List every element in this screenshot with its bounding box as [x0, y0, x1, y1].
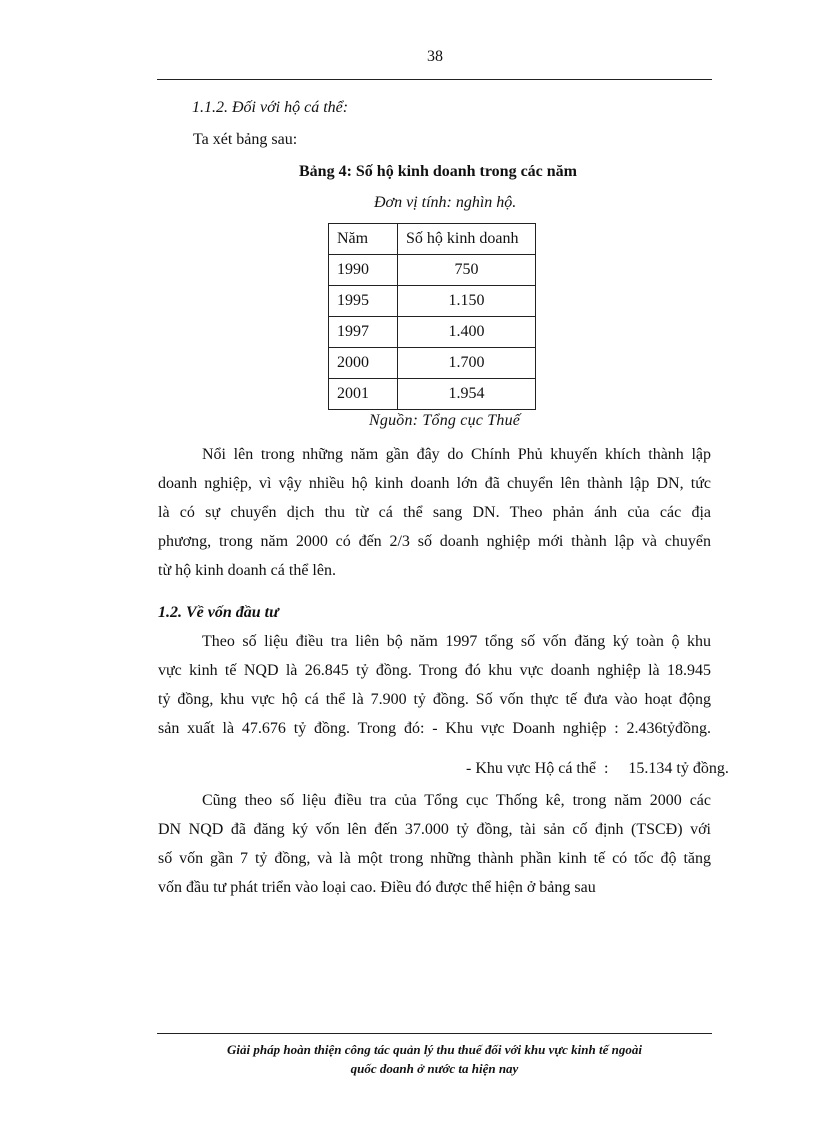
table-cell-year: 2000: [329, 348, 398, 379]
paragraph-3: [158, 786, 711, 902]
table-title: Bảng 4: Số hộ kinh doanh trong các năm: [299, 163, 577, 180]
table-row: [329, 317, 536, 348]
header-divider: [157, 79, 712, 80]
paragraph-line: Theo số liệu điều tra liên bộ năm 1997 tổng số vốn đăng ký toàn ộ khu: [202, 633, 711, 650]
table-cell-value: 1.150: [398, 286, 536, 317]
page-number: 38: [427, 48, 443, 65]
table-source: Nguồn: Tổng cục Thuế: [369, 412, 521, 429]
paragraph-line: DN NQD đã đăng ký vốn lên đến 37.000 tỷ đồng, tài sản cố định (TSCĐ) với: [158, 821, 711, 838]
table-cell-year: 1990: [329, 255, 398, 286]
paragraph-line: - Khu vực Hộ cá thể : 15.134 tỷ đồng.: [466, 760, 729, 777]
table-cell-value: 1.400: [398, 317, 536, 348]
table-header-row: [329, 224, 536, 255]
footer-line: Giải pháp hoàn thiện công tác quản lý thu thuế đối với khu vực kinh tế ngoài: [227, 1042, 642, 1057]
table-cell-value: 750: [398, 255, 536, 286]
table-header-cell: Năm: [329, 224, 398, 255]
table-cell-year: 2001: [329, 379, 398, 410]
footer-line: quốc doanh ở nước ta hiện nay: [350, 1061, 519, 1076]
table-cell-year: 1997: [329, 317, 398, 348]
table-header-cell: Số hộ kinh doanh: [398, 224, 536, 255]
paragraph-line: Nổi lên trong những năm gần đây do Chính Phủ khuyến khích thành lập: [202, 446, 711, 463]
paragraph-line: tỷ đồng, khu vực hộ cá thể là 7.900 tỷ đồng. Số vốn thực tế đưa vào hoạt động: [158, 691, 711, 708]
page-footer: [157, 1040, 712, 1078]
section-heading: 1.2. Về vốn đầu tư: [158, 604, 279, 621]
table-row: [329, 255, 536, 286]
table-unit: Đơn vị tính: nghìn hộ.: [374, 194, 517, 211]
paragraph-line: Cũng theo số liệu điều tra của Tổng cục Thống kê, trong năm 2000 các: [202, 792, 711, 809]
paragraph-line: doanh nghiệp, vì vậy nhiều hộ kinh doanh lớn đã chuyển lên thành lập DN, tức: [158, 475, 711, 492]
paragraph-line: phương, trong năm 2000 có đến 2/3 số doanh nghiệp mới thành lập và chuyển: [158, 533, 711, 550]
paragraph-line: vực kinh tế NQD là 26.845 tỷ đồng. Trong đó khu vực doanh nghiệp là 18.945: [158, 662, 711, 679]
paragraph-2: [158, 627, 711, 743]
table-cell-value: 1.700: [398, 348, 536, 379]
paragraph-line: vốn đầu tư phát triển vào loại cao. Điều đó được thể hiện ở bảng sau: [158, 879, 596, 896]
paragraph-line: số vốn gần 7 tỷ đồng, và là một trong những thành phần kinh tế có tốc độ tăng: [158, 850, 711, 867]
table-row: [329, 379, 536, 410]
table-cell-value: 1.954: [398, 379, 536, 410]
paragraph-1: [158, 440, 711, 585]
table-row: [329, 348, 536, 379]
table-row: [329, 286, 536, 317]
paragraph-line: là có sự chuyển dịch thu từ cá thể sang DN. Theo phản ánh của các địa: [158, 504, 711, 521]
footer-divider: [157, 1033, 712, 1034]
subsection-heading: 1.1.2. Đối với hộ cá thể:: [192, 99, 349, 116]
households-table: [328, 223, 536, 410]
paragraph-line: từ hộ kinh doanh cá thể lên.: [158, 562, 336, 579]
intro-text: Ta xét bảng sau:: [193, 131, 298, 148]
paragraph-line: sản xuất là 47.676 tỷ đồng. Trong đó: - Khu vực Doanh nghiệp : 2.436tỷđồng.: [158, 720, 711, 737]
table-cell-year: 1995: [329, 286, 398, 317]
